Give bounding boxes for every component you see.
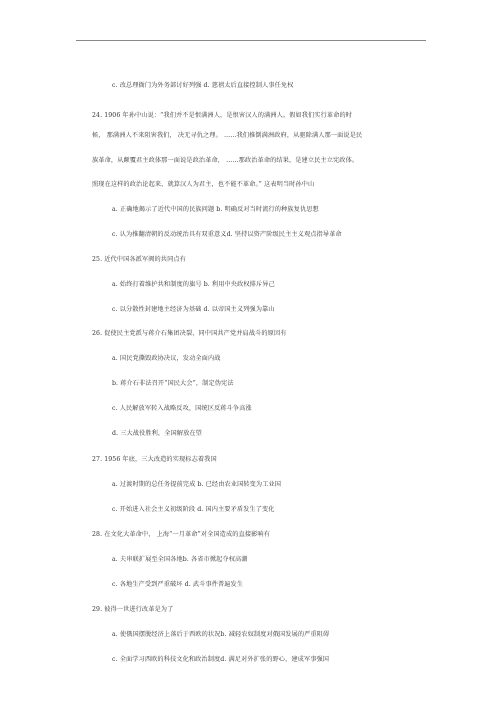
answer-option: a. 使俄国摆脱经济上落后于西欧的状况b. 减轻农奴制度对俄国发展的严重阻碍 <box>112 631 330 638</box>
answer-option: c. 开始进入社会主义初级阶段 d. 国内主要矛盾发生了变化 <box>112 506 275 513</box>
answer-option: c. 以分散性封建地主经济为基础 d. 以帝国主义列强为靠山 <box>112 306 275 313</box>
answer-option: c. 认为推翻清朝的反动统治具有双重意义d. 坚持以资产阶级民主主义观点指导革命 <box>112 231 342 238</box>
answer-option: b. 蒋介石非法召开“国民大会”，制定伪宪法 <box>112 380 234 387</box>
answer-option: c. 人民解放军转入战略反攻，国统区反蒋斗争高涨 <box>112 405 252 412</box>
answer-option: a. 始终打着维护共和制度的旗号 b. 利用中央政权排斥异己 <box>112 281 275 288</box>
question-text: 29. 彼得一世进行改革是为了 <box>92 606 174 613</box>
question-text: 候， 那满洲人不来阻害我们， 决无寻仇之理。 ……我们推倒满洲政府，从驱除满人那一面说是民 <box>92 132 363 139</box>
question-text: 26. 促使民主党派与蒋介石集团决裂，同中国共产党并肩战斗的原因有 <box>92 330 287 337</box>
question-text: 28. 在文化大革命中， 上海“一月革命”对全国造成的直接影响有 <box>92 531 270 538</box>
answer-option: a. 夫串联扩展至全国各地b. 各省市掀起夺权高潮 <box>112 556 248 563</box>
answer-option: a. 正确地揭示了近代中国的民族问题 b. 明确反对当时流行的种族复仇思想 <box>112 206 319 213</box>
question-text: 族革命，从颠覆君主政体那一面说是政治革命， ……那政治革命的结果，是建立民主立宪政体。 <box>92 157 359 164</box>
answer-option: c. 各地生产受到严重破坏 d. 武斗事件普遍发生 <box>112 581 244 588</box>
answer-option: a. 过渡时期的总任务提前完成 b. 已经由农业国转变为工业国 <box>112 481 282 488</box>
answer-option: a. 国民党撕毁政协决议，发动全面内战 <box>112 355 221 362</box>
question-text: 照现在这样的政治论起来，就算汉人为君主，也不能不革命。” 这表明当时孙中山 <box>92 181 315 188</box>
header-rule <box>76 40 426 41</box>
answer-option: d. 三大战役胜利，全国解放在望 <box>112 430 202 437</box>
question-text: 27. 1956 年底，三大改造的实现标志着我国 <box>92 456 217 463</box>
question-text: 25. 近代中国各派军阀的共同点有 <box>92 256 186 263</box>
answer-option: c. 全面学习西欧的科技文化和政治制度d. 满足对外扩张的野心，建成军事强国 <box>112 656 330 663</box>
question-text: 24. 1906 年孙中山说：“我们并不是恨满洲人，是恨害汉人的满洲人。假如我们实行革命的时 <box>92 112 353 119</box>
answer-option: c. 改总理衙门为外务部讨好列强 d. 慈禧太后直接控制人事任免权 <box>112 82 294 89</box>
